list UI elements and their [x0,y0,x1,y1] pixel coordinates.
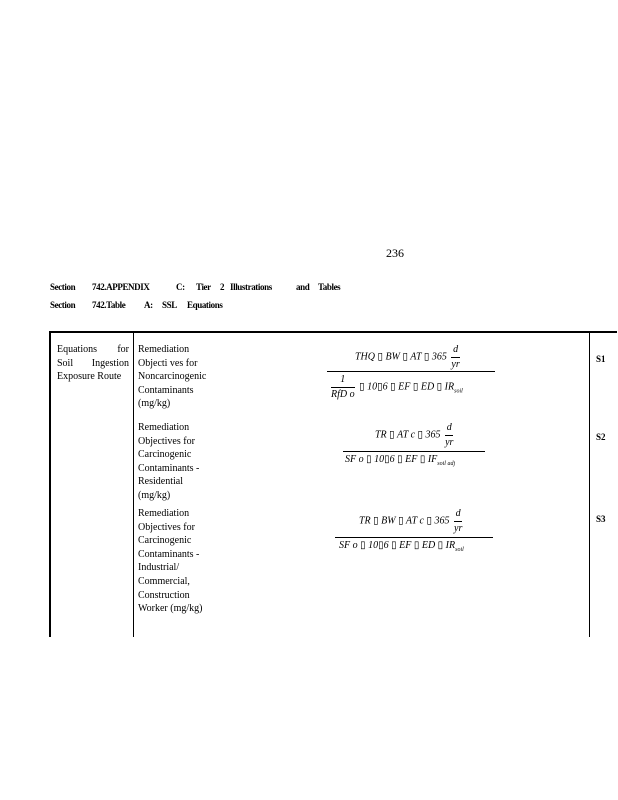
unit-den: yr [451,358,460,370]
numerator-text: TR ▯ AT c ▯ 365 [375,429,441,441]
fraction-bar [343,451,485,452]
equation-label: S3 [596,514,606,524]
equation-label: S2 [596,432,606,442]
route-text: Equations for Soil Ingestion Exposure Route [57,344,129,383]
denominator-subscript: soil adj [437,461,456,467]
formula-denominator [329,373,463,401]
header-word: SSL [162,300,177,310]
route-cell [50,332,134,637]
numerator-text: TR ▯ BW ▯ AT c ▯ 365 [359,515,450,527]
equation-label-cell [590,503,618,637]
header-word: and [296,282,310,292]
formula-numerator [355,343,462,371]
header-word: Tables [318,282,341,292]
header-word: C: [176,282,185,292]
rfd-fraction [331,373,355,401]
numerator-text: THQ ▯ BW ▯ AT ▯ 365 [355,351,447,363]
fraction-bar [327,371,495,372]
denominator-text: SF o ▯ 10▯6 ▯ EF ▯ IF [345,454,438,465]
denominator-subscript: soil [455,547,464,553]
unit-num: d [454,507,462,522]
header-word: 742.APPENDIX [92,282,150,292]
unit-num: d [445,421,453,436]
header-word: A: [144,300,153,310]
description-cell [134,503,208,637]
description-cell [134,417,208,503]
denominator-subscript: soil [454,388,463,395]
unit-den: yr [445,436,454,448]
equation-label-cell [590,332,618,417]
row-description: Remediation Objectives for Carcinogenic Contaminants - Industrial/ Commercial, Construction Worker (mg/kg) [138,508,203,615]
formula-cell [207,332,590,417]
header-word: Illustrations [230,282,272,292]
formula-cell [207,417,590,503]
unit-fraction [454,507,462,535]
header-word: Tier [196,282,211,292]
table-row [50,417,617,503]
formula-cell [207,503,590,637]
table-row [50,332,617,417]
formula-numerator [359,507,464,535]
row-description: Remediation Objecti ves for Noncarcinogenic Contaminants (mg/kg) [138,344,207,410]
equation-label: S1 [596,354,606,364]
unit-fraction [451,343,459,371]
formula-denominator [345,453,455,472]
formula-s2 [207,417,589,503]
header-word: Section [50,300,76,310]
page-number: 236 [386,246,404,260]
unit-den: RfD o [331,388,355,400]
header-word: Equations [187,300,223,310]
unit-num: d [451,343,459,358]
ssl-equations-table [49,331,617,637]
unit-fraction [445,421,453,449]
fraction-bar [335,537,493,538]
table-row [50,503,617,637]
header-word: 2 [220,282,225,292]
header-word: Section [50,282,76,292]
unit-num: 1 [331,373,355,388]
denominator-text: ▯ 10▯6 ▯ EF ▯ ED ▯ IR [359,381,455,393]
formula-numerator [375,421,455,449]
formula-s1 [207,333,589,417]
denominator-text: SF o ▯ 10▯6 ▯ EF ▯ ED ▯ IR [339,540,456,551]
row-description: Remediation Objectives for Carcinogenic Contaminants - Residential (mg/kg) [138,422,200,501]
equation-label-cell [590,417,618,503]
formula-s3 [207,503,589,637]
description-cell [134,332,208,417]
header-word: 742.Table [92,300,126,310]
unit-den: yr [454,522,463,534]
formula-denominator [339,539,464,558]
